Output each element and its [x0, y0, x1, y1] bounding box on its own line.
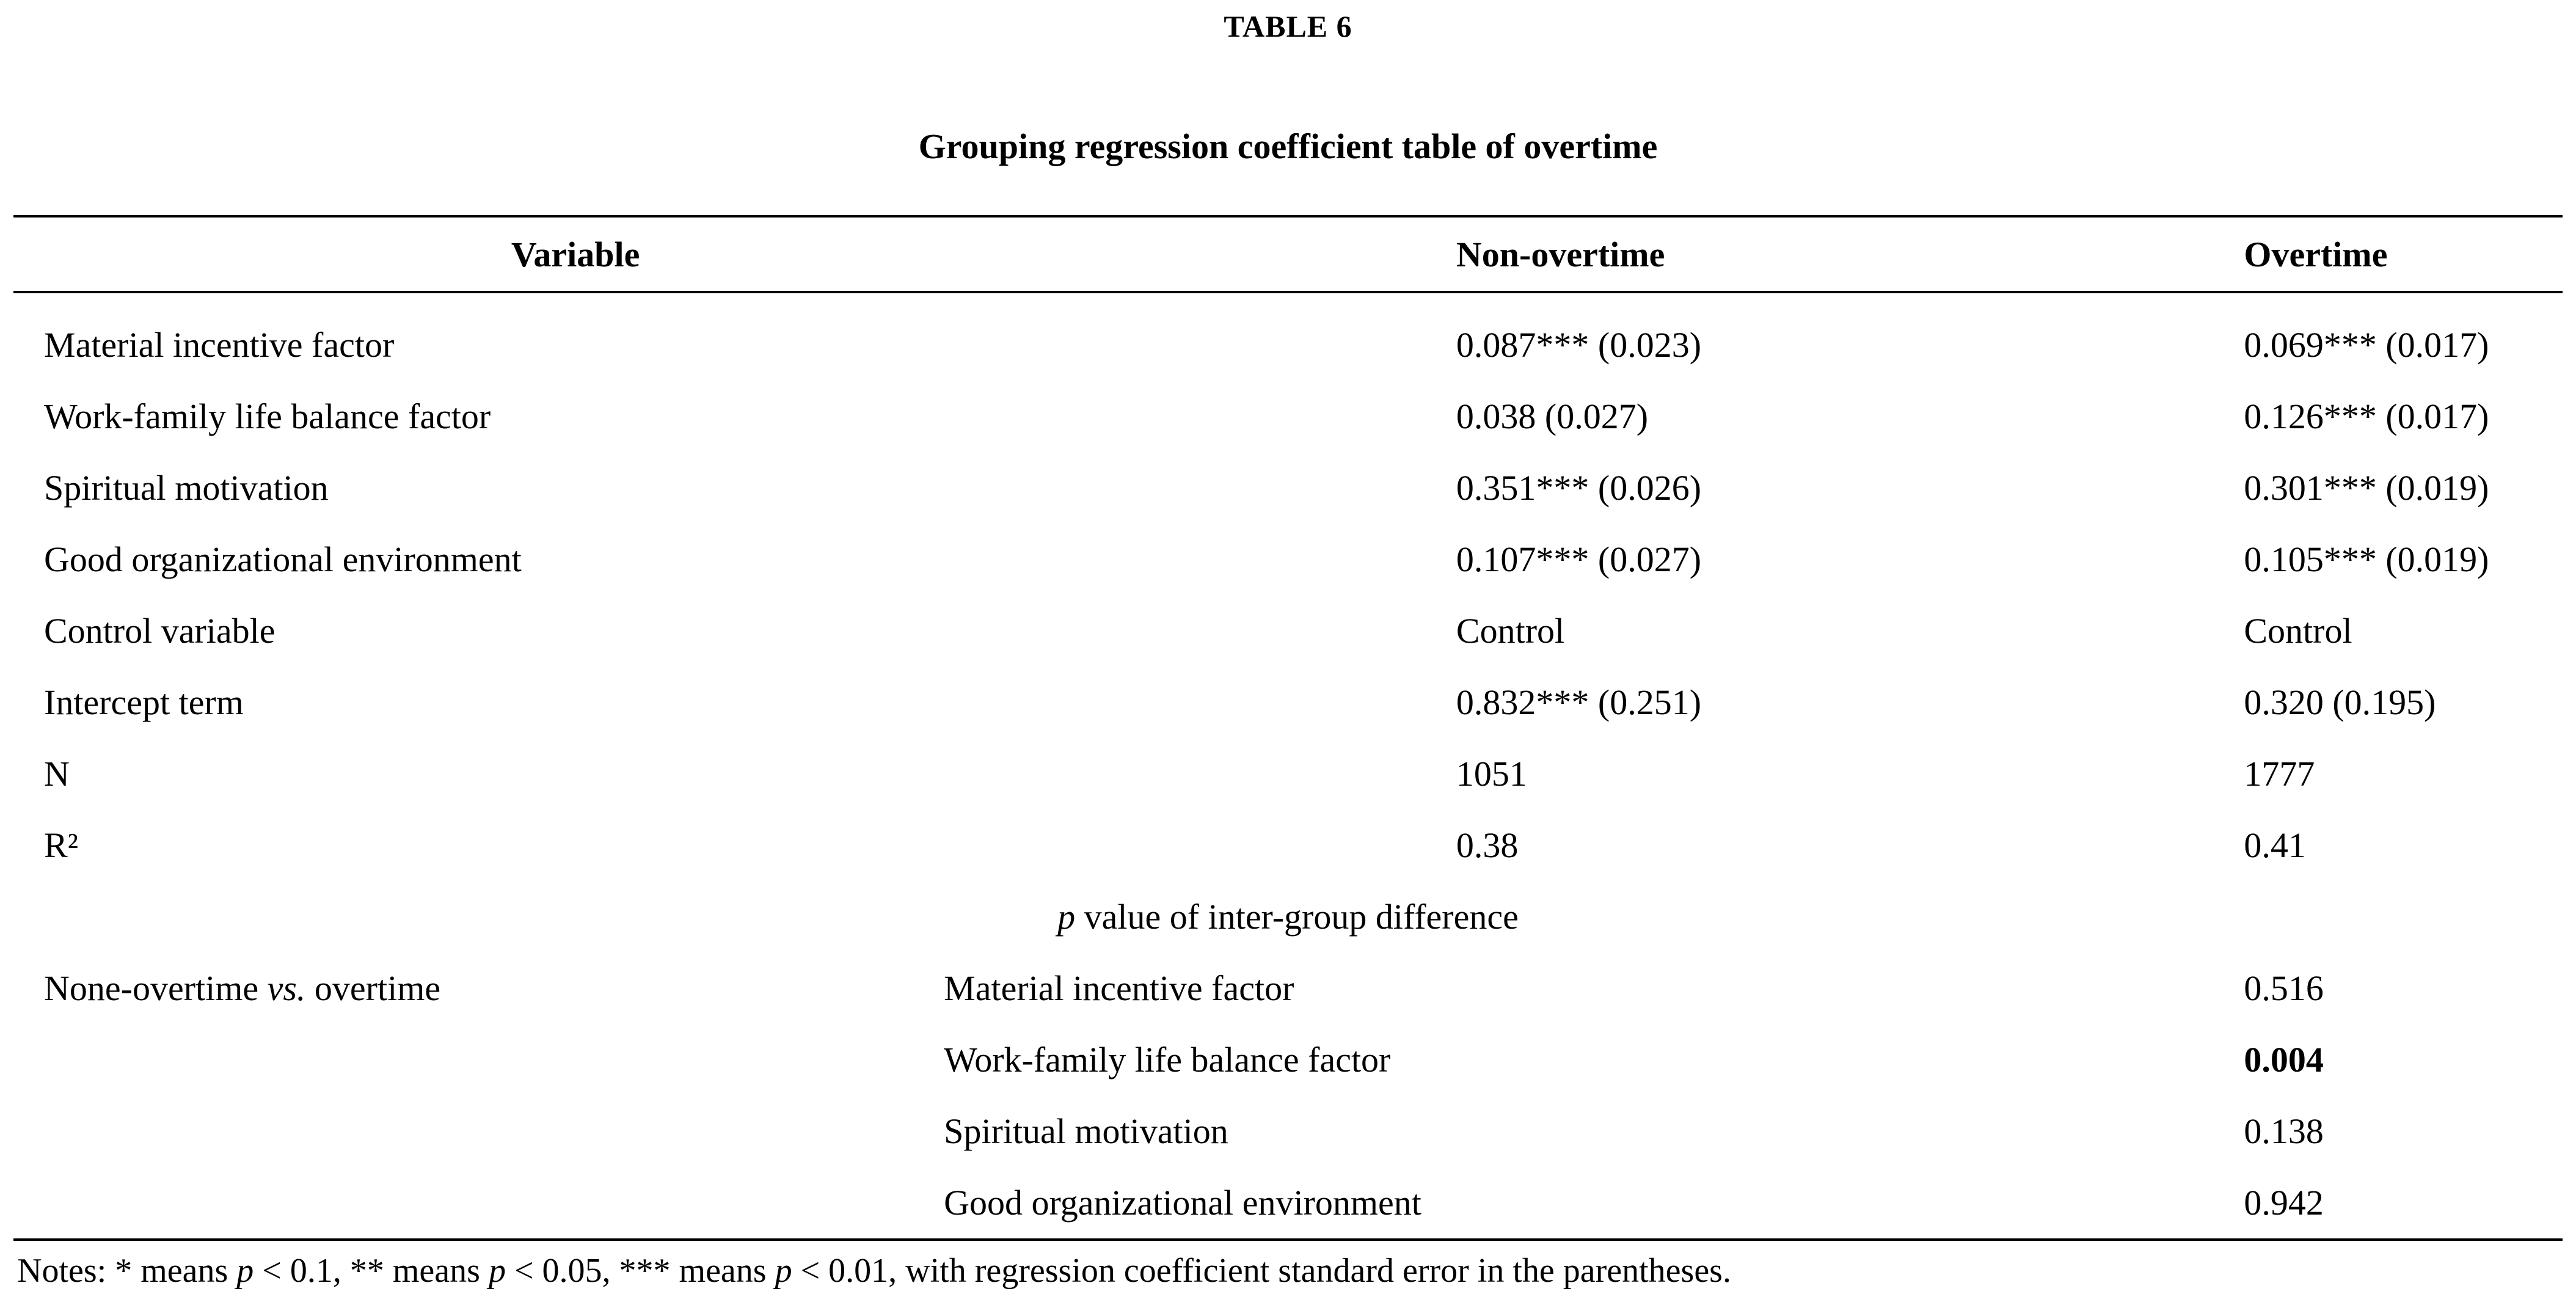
column-header-non-overtime: Non-overtime: [1456, 216, 2244, 292]
table-row-control-variable: [13, 595, 2563, 667]
regression-table: [13, 215, 2563, 1241]
overtime-cell: 0.126*** (0.017): [2244, 397, 2489, 436]
non-overtime-cell: 1051: [1456, 754, 1527, 794]
factor-cell: Spiritual motivation: [944, 1111, 1228, 1151]
notes-text: < 0.1, ** means: [254, 1252, 489, 1290]
factor-cell: Work-family life balance factor: [944, 1040, 1391, 1080]
notes-text: < 0.05, *** means: [505, 1252, 775, 1290]
group-label-prefix: None-overtime: [44, 968, 268, 1008]
variable-cell: Spiritual motivation: [44, 468, 329, 508]
pvalue-section-header: [13, 881, 2563, 952]
table-row-r-squared: [13, 810, 2563, 881]
pvalue-row-spiritual-motivation: [13, 1095, 2563, 1167]
non-overtime-cell: 0.832*** (0.251): [1456, 682, 1702, 722]
non-overtime-cell: 0.351*** (0.026): [1456, 468, 1702, 508]
notes-text: < 0.01, with regression coefficient standard error in the parentheses.: [792, 1252, 1731, 1290]
group-label-cell-empty: [13, 1167, 944, 1240]
notes-p-italic: p: [236, 1252, 254, 1290]
pvalue-section-header-row: [13, 881, 2563, 952]
variable-cell: Material incentive factor: [44, 325, 395, 365]
factor-cell: Good organizational environment: [944, 1183, 1421, 1223]
variable-cell: R²: [44, 825, 79, 865]
pvalue-p-italic: p: [1057, 897, 1076, 937]
overtime-cell: 0.069*** (0.017): [2244, 325, 2489, 365]
non-overtime-cell: 0.087*** (0.023): [1456, 325, 1702, 365]
table-row-spiritual-motivation: [13, 452, 2563, 524]
pvalue-row-material-incentive: [13, 952, 2563, 1024]
notes-p-italic: p: [488, 1252, 506, 1290]
non-overtime-cell: 0.038 (0.027): [1456, 397, 1649, 436]
table-row-work-family: [13, 381, 2563, 452]
pvalue-row-organizational-environment: [13, 1167, 2563, 1240]
table-number: TABLE 6: [1224, 9, 1352, 43]
pvalue-cell: 0.516: [2244, 968, 2324, 1008]
overtime-cell: Control: [2244, 611, 2352, 651]
column-header-overtime: Overtime: [2244, 216, 2563, 292]
overtime-cell: 0.320 (0.195): [2244, 682, 2436, 722]
group-label-vs: vs.: [267, 968, 306, 1008]
factor-cell: Material incentive factor: [944, 968, 1294, 1008]
variable-cell: N: [44, 754, 70, 794]
overtime-cell: 0.301*** (0.019): [2244, 468, 2489, 508]
variable-cell: Good organizational environment: [44, 539, 522, 579]
variable-cell: Work-family life balance factor: [44, 397, 491, 436]
notes-p-italic: p: [775, 1252, 792, 1290]
overtime-cell: 0.105*** (0.019): [2244, 539, 2489, 579]
overtime-cell: 0.41: [2244, 825, 2306, 865]
variable-cell: Intercept term: [44, 682, 244, 722]
table-row-material-incentive: [13, 292, 2563, 381]
pvalue-cell: 0.942: [2244, 1183, 2324, 1223]
paper-table-page: [13, 9, 2563, 1290]
non-overtime-cell: 0.107*** (0.027): [1456, 539, 1702, 579]
overtime-cell: 1777: [2244, 754, 2315, 794]
pvalue-cell: 0.004: [2244, 1040, 2324, 1080]
group-label-cell-empty: [13, 1095, 944, 1167]
variable-cell: Control variable: [44, 611, 275, 651]
group-label-suffix: overtime: [305, 968, 441, 1008]
pvalue-row-work-family: [13, 1024, 2563, 1095]
table-title: Grouping regression coefficient table of overtime: [918, 126, 1658, 166]
header-row: [13, 216, 2563, 292]
pvalue-header-text: value of inter-group difference: [1075, 897, 1519, 937]
table-row-organizational-environment: [13, 524, 2563, 595]
pvalue-cell: 0.138: [2244, 1111, 2324, 1151]
non-overtime-cell: 0.38: [1456, 825, 1519, 865]
non-overtime-cell: Control: [1456, 611, 1565, 651]
table-row-n: [13, 738, 2563, 810]
column-header-variable: Variable: [13, 216, 1456, 292]
group-label-cell-empty: [13, 1024, 944, 1095]
notes-text: Notes: * means: [17, 1252, 237, 1290]
group-label-cell: [13, 952, 944, 1024]
table-row-intercept: [13, 667, 2563, 738]
table-notes: [13, 1252, 2563, 1290]
